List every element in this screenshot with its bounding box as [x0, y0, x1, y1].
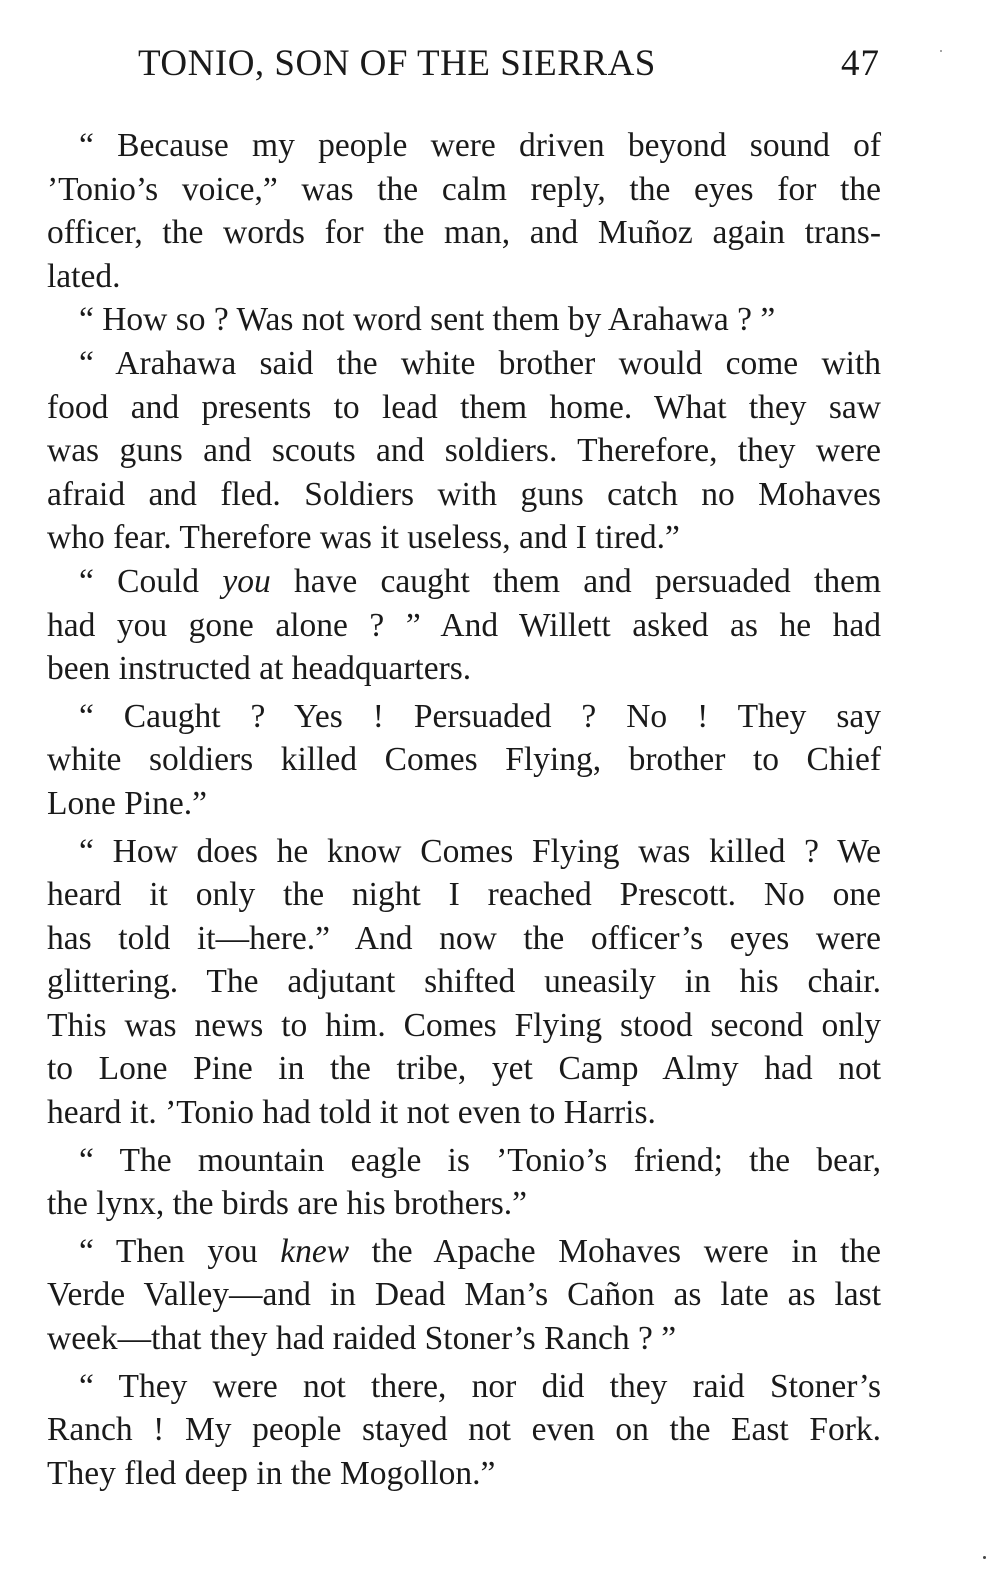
text-line: has told it—here.” And now the officer’s eyes were	[47, 919, 881, 957]
text-line: officer, the words for the man, and Muñoz again trans-	[47, 214, 881, 252]
text-line: who fear. Therefore was it useless, and I tired.”	[47, 519, 680, 557]
text-line: the lynx, the birds are his brothers.”	[47, 1185, 528, 1223]
text-line: had you gone alone ? ” And Willett asked as he had	[47, 606, 881, 644]
text-line: “ They were not there, nor did they raid Stoner’s	[79, 1367, 881, 1405]
text-line: week—that they had raided Stoner’s Ranch ? ”	[47, 1320, 677, 1358]
text-line: This was news to him. Comes Flying stood second only	[47, 1006, 881, 1044]
text-line: “ How does he know Comes Flying was killed ? We	[79, 832, 881, 870]
text-line: “ Then you knew the Apache Mohaves were in the	[79, 1232, 881, 1270]
text-line: food and presents to lead them home. What they saw	[47, 388, 881, 426]
running-title: TONIO, SON OF THE SIERRAS	[138, 43, 656, 84]
text-line: Verde Valley—and in Dead Man’s Cañon as late as last	[47, 1276, 881, 1314]
text-line: lated.	[47, 257, 121, 295]
text-line: Ranch ! My people stayed not even on the East Fork.	[47, 1411, 881, 1449]
text-line: “ How so ? Was not word sent them by Arahawa ? ”	[79, 301, 776, 339]
emphasized-word: knew	[280, 1232, 350, 1270]
text-line: Lone Pine.”	[47, 784, 208, 822]
text-line: ’Tonio’s voice,” was the calm reply, the eyes for the	[47, 170, 881, 208]
text-line: “ Caught ? Yes ! Persuaded ? No ! They say	[79, 697, 881, 735]
text-line: afraid and fled. Soldiers with guns catch no Mohaves	[47, 475, 881, 513]
text-line: “ Could you have caught them and persuaded them	[79, 562, 882, 600]
body-text	[47, 124, 881, 1495]
text-line: white soldiers killed Comes Flying, brother to Chief	[47, 741, 881, 779]
text-line: They fled deep in the Mogollon.”	[47, 1454, 496, 1492]
text-line: “ Because my people were driven beyond sound of	[79, 127, 881, 164]
print-speck	[983, 1556, 986, 1559]
text-line: to Lone Pine in the tribe, yet Camp Almy had not	[47, 1050, 881, 1088]
text-line: “ The mountain eagle is ’Tonio’s friend; the bear,	[79, 1141, 881, 1179]
text-line: “ Arahawa said the white brother would come with	[79, 344, 881, 382]
page-number: 47	[841, 43, 880, 84]
text-line: heard it only the night I reached Prescott. No one	[47, 876, 881, 914]
text-line: heard it. ’Tonio had told it not even to Harris.	[47, 1094, 656, 1132]
emphasized-word: you	[222, 562, 271, 600]
text-line: was guns and scouts and soldiers. Therefore, they were	[47, 432, 881, 470]
running-head	[138, 42, 880, 90]
print-speck	[940, 50, 942, 52]
text-line: glittering. The adjutant shifted uneasily in his chair.	[47, 963, 881, 1001]
text-line: been instructed at headquarters.	[47, 650, 472, 688]
